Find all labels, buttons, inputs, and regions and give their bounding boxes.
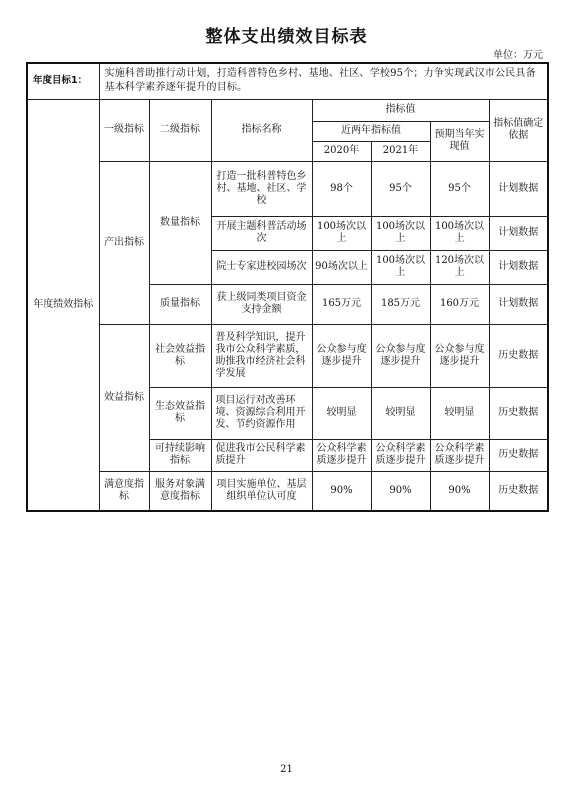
value-2021: 100场次以上 [371, 216, 430, 250]
value-2020: 98个 [312, 161, 371, 216]
value-expected: 较明显 [430, 387, 489, 439]
page-number: 21 [280, 764, 293, 775]
value-2020: 90% [312, 471, 371, 511]
value-2021: 185万元 [371, 284, 430, 324]
value-expected: 160万元 [430, 284, 489, 324]
indicator-name: 获上级同类项目资金支持金额 [211, 284, 312, 324]
value-2021: 公众参与度逐步提升 [371, 324, 430, 387]
header-value: 指标值 [312, 99, 489, 121]
table-row [27, 161, 548, 216]
header-2020: 2020年 [312, 141, 371, 161]
value-basis: 计划数据 [489, 284, 548, 324]
group-social: 社会效益指标 [149, 324, 211, 387]
table-row [27, 471, 548, 511]
value-basis: 历史数据 [489, 387, 548, 439]
value-2021: 公众科学素质逐步提升 [371, 439, 430, 471]
indicator-name: 促进我市公民科学素质提升 [211, 439, 312, 471]
group-eco: 生态效益指标 [149, 387, 211, 439]
header-2021: 2021年 [371, 141, 430, 161]
value-2020: 公众科学素质逐步提升 [312, 439, 371, 471]
group-sustain: 可持续影响指标 [149, 439, 211, 471]
indicator-name: 项目实施单位、基层组织单位认可度 [211, 471, 312, 511]
indicator-name: 项目运行对改善环境、资源综合利用开发、节约资源作用 [211, 387, 312, 439]
value-expected: 95个 [430, 161, 489, 216]
value-2021: 较明显 [371, 387, 430, 439]
value-2021: 90% [371, 471, 430, 511]
value-2020: 90场次以上 [312, 250, 371, 284]
value-expected: 120场次以上 [430, 250, 489, 284]
value-2021: 95个 [371, 161, 430, 216]
header-level1: 一级指标 [99, 99, 149, 161]
value-basis: 历史数据 [489, 471, 548, 511]
group-satisfaction: 满意度指标 [99, 471, 149, 511]
table-row [27, 324, 548, 387]
value-basis: 历史数据 [489, 439, 548, 471]
group-quantity: 数量指标 [149, 161, 211, 284]
section-label: 年度绩效指标 [27, 99, 99, 511]
value-2020: 公众参与度逐步提升 [312, 324, 371, 387]
goal-text: 实施科普助推行动计划，打造科普特色乡村、基地、社区、学校95个；力争实现武汉市公民具备基本科学素养逐年提升的目标。 [99, 63, 548, 99]
value-2021: 100场次以上 [371, 250, 430, 284]
header-recent: 近两年指标值 [312, 121, 430, 141]
value-2020: 较明显 [312, 387, 371, 439]
value-expected: 公众参与度逐步提升 [430, 324, 489, 387]
header-row-1 [27, 99, 548, 121]
value-expected: 90% [430, 471, 489, 511]
value-basis: 历史数据 [489, 324, 548, 387]
value-basis: 计划数据 [489, 216, 548, 250]
value-2020: 100场次以上 [312, 216, 371, 250]
page-title: 整体支出绩效目标表 [205, 27, 368, 47]
header-level2: 二级指标 [149, 99, 211, 161]
indicator-name: 打造一批科普特色乡村、基地、社区、学校 [211, 161, 312, 216]
indicator-name: 开展主题科普活动场次 [211, 216, 312, 250]
performance-table [26, 62, 549, 512]
header-basis: 指标值确定依据 [489, 99, 548, 161]
value-expected: 公众科学素质逐步提升 [430, 439, 489, 471]
value-basis: 计划数据 [489, 161, 548, 216]
group-quality: 质量指标 [149, 284, 211, 324]
header-name: 指标名称 [211, 99, 312, 161]
goal-label: 年度目标1： [27, 63, 99, 99]
unit-label: 单位：万元 [493, 50, 543, 61]
value-expected: 100场次以上 [430, 216, 489, 250]
group-service: 服务对象满意度指标 [149, 471, 211, 511]
goal-row [27, 63, 548, 99]
group-benefit: 效益指标 [99, 324, 149, 471]
indicator-name: 院士专家进校园场次 [211, 250, 312, 284]
value-basis: 计划数据 [489, 250, 548, 284]
header-expected: 预期当年实现值 [430, 121, 489, 161]
indicator-name: 普及科学知识，提升我市公众科学素质，助推我市经济社会科学发展 [211, 324, 312, 387]
group-output: 产出指标 [99, 161, 149, 324]
value-2020: 165万元 [312, 284, 371, 324]
